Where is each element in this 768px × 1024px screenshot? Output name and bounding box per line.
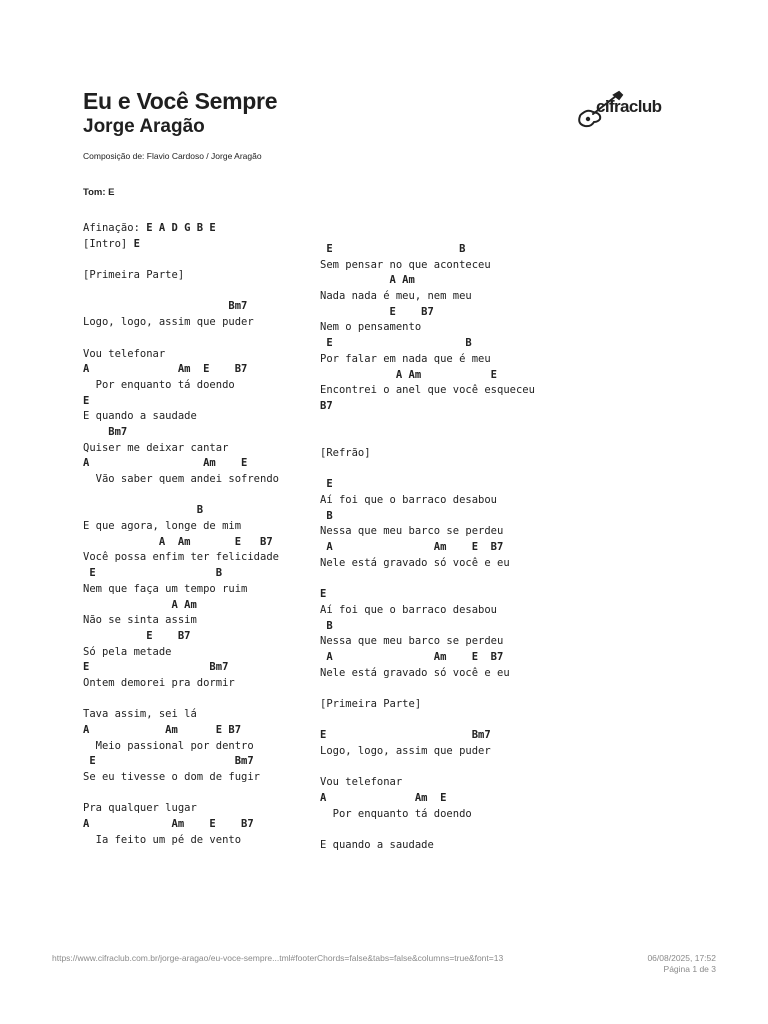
chord-text: E B	[320, 243, 466, 255]
lyric-text: Se eu tivesse o dom de fugir	[83, 771, 261, 784]
lyric-line	[320, 556, 535, 572]
lyric-line	[83, 252, 279, 268]
lyric-text: Pra qualquer lugar	[83, 802, 197, 815]
lyric-text: Meio passional por dentro	[83, 739, 254, 752]
lyric-text: [Refrão]	[320, 446, 371, 459]
chord-line	[320, 368, 535, 384]
lyric-line	[83, 409, 279, 425]
lyric-line	[83, 378, 279, 394]
lyric-line	[320, 760, 535, 776]
chord-line	[83, 723, 279, 739]
lyric-line	[83, 613, 279, 629]
lyric-text: Tava assim, sei lá	[83, 708, 197, 721]
lyric-line	[320, 446, 535, 462]
chord-line	[320, 587, 535, 603]
chord-text: B7	[320, 399, 333, 412]
lyric-text: E que agora, longe de mim	[83, 520, 242, 533]
lyric-line	[83, 519, 279, 535]
lyric-text: Ontem demorei pra dormir	[83, 676, 235, 689]
lyric-line	[320, 320, 535, 336]
lyric-line	[320, 493, 535, 509]
chord-line	[83, 660, 279, 676]
chord-text: E Bm7	[320, 729, 491, 742]
chord-text: E	[320, 478, 333, 491]
artist-name: Jorge Aragão	[83, 116, 205, 137]
chord-text: B	[320, 509, 333, 522]
chord-text: Bm7	[83, 425, 128, 438]
chord-text: Bm7	[83, 300, 248, 313]
lyric-line	[320, 383, 535, 399]
chord-text: A Am E B7	[83, 724, 242, 736]
lyric-line	[83, 786, 279, 802]
lyric-text: Por falar em nada que é meu	[320, 352, 491, 365]
chord-text: A Am E	[83, 457, 248, 470]
chord-line	[320, 540, 535, 556]
chord-text: A Am E B7	[320, 650, 504, 663]
inline-chord: E	[133, 237, 140, 250]
column-right	[320, 242, 535, 854]
lyric-line	[83, 676, 279, 692]
lyric-line	[83, 707, 279, 723]
lyric-text: Ia feito um pé de vento	[83, 833, 242, 846]
lyric-line	[83, 347, 279, 363]
lyric-line	[320, 571, 535, 587]
footer-url: https://www.cifraclub.com.br/jorge-aragao/eu-voce-sempre...tml#footerChords=false&tabs=false&columns=true&font=13	[52, 953, 504, 963]
lyric-text: [Primeira Parte]	[83, 269, 185, 282]
lyric-text: Aí foi que o barraco desabou	[320, 494, 498, 506]
lyric-line	[83, 739, 279, 755]
chord-line	[83, 299, 279, 315]
key-value: E	[108, 187, 115, 198]
lyric-line	[83, 237, 279, 253]
column-left	[83, 221, 279, 849]
chord-text: E B	[83, 567, 223, 580]
chord-text: E B7	[83, 629, 191, 642]
chord-line	[83, 598, 279, 614]
logo-text: cifraclub	[596, 97, 662, 116]
lyric-text: Nessa que meu barco se perdeu	[320, 635, 504, 648]
chord-line	[320, 399, 535, 415]
lyric-line	[320, 775, 535, 791]
lyric-text: Logo, logo, assim que puder	[320, 745, 491, 757]
lyric-line	[83, 284, 279, 300]
lyric-text: [Intro]	[83, 237, 134, 250]
chord-line	[320, 477, 535, 493]
key-info	[83, 187, 115, 198]
lyric-text: Vou telefonar	[320, 776, 403, 789]
chord-text: A Am	[320, 274, 415, 287]
chord-line	[320, 650, 535, 666]
lyric-line	[83, 315, 279, 331]
lyric-text: Logo, logo, assim que puder	[83, 316, 254, 329]
lyric-line	[83, 488, 279, 504]
lyric-text: Nele está gravado só você e eu	[320, 666, 510, 679]
chord-text: E Bm7	[83, 661, 229, 674]
lyric-line	[83, 692, 279, 708]
lyric-text: Afinação:	[83, 222, 147, 234]
lyric-text: Nessa que meu barco se perdeu	[320, 525, 504, 538]
chord-line	[83, 503, 279, 519]
lyric-text: E quando a saudade	[83, 410, 197, 423]
lyric-line	[83, 472, 279, 488]
chord-text: A Am E	[320, 368, 498, 381]
chord-line	[83, 754, 279, 770]
lyric-text: [Primeira Parte]	[320, 697, 422, 710]
chord-line	[320, 619, 535, 635]
lyric-text: Nada nada é meu, nem meu	[320, 290, 472, 303]
lyric-line	[83, 582, 279, 598]
key-label: Tom:	[83, 187, 109, 198]
chord-text: E	[83, 394, 90, 407]
chord-line	[83, 535, 279, 551]
chord-line	[320, 273, 535, 289]
lyric-line	[320, 838, 535, 854]
chord-text: A Am E	[320, 792, 447, 805]
chord-line	[83, 362, 279, 378]
lyric-text: Nele está gravado só você e eu	[320, 556, 510, 569]
lyric-line	[320, 258, 535, 274]
footer-datetime: 06/08/2025, 17:52	[647, 953, 716, 963]
lyric-line	[320, 524, 535, 540]
chord-text: E B	[320, 337, 472, 350]
chord-text: A Am	[83, 598, 197, 611]
lyric-line	[320, 634, 535, 650]
chord-line	[83, 817, 279, 833]
lyric-line	[320, 289, 535, 305]
lyric-line	[320, 666, 535, 682]
lyric-line	[83, 331, 279, 347]
lyric-line	[320, 603, 535, 619]
cifraclub-logo	[576, 90, 676, 130]
chord-text: E Bm7	[83, 755, 254, 768]
chord-line	[83, 425, 279, 441]
chord-line	[83, 629, 279, 645]
chord-text: A Am E B7	[83, 818, 254, 831]
lyric-line	[83, 441, 279, 457]
chord-text: E	[320, 588, 327, 601]
chord-line	[320, 305, 535, 321]
lyric-line	[320, 822, 535, 838]
lyric-text: Encontrei o anel que você esqueceu	[320, 384, 535, 397]
lyric-line	[320, 415, 535, 431]
chord-line	[83, 394, 279, 410]
lyric-line	[83, 221, 279, 237]
chord-text: B	[320, 619, 333, 632]
lyric-line	[83, 801, 279, 817]
chord-text: A Am E B7	[83, 535, 273, 548]
lyric-text: Nem que faça um tempo ruim	[83, 582, 248, 595]
chord-line	[320, 728, 535, 744]
lyric-line	[83, 268, 279, 284]
chord-text: B	[83, 504, 204, 517]
lyric-text: Nem o pensamento	[320, 321, 422, 334]
chord-line	[320, 336, 535, 352]
inline-chord: E A D G B E	[146, 222, 216, 234]
lyric-line	[320, 807, 535, 823]
lyric-line	[320, 697, 535, 713]
lyric-text: Quiser me deixar cantar	[83, 441, 229, 454]
lyric-line	[83, 833, 279, 849]
lyric-line	[83, 645, 279, 661]
lyric-text: Vão saber quem andei sofrendo	[83, 473, 279, 485]
song-title: Eu e Você Sempre	[83, 88, 278, 114]
lyric-text: Por enquanto tá doendo	[320, 807, 472, 820]
lyric-line	[320, 462, 535, 478]
lyric-text: E quando a saudade	[320, 839, 434, 852]
lyric-text: Você possa enfim ter felicidade	[83, 551, 279, 564]
chord-line	[320, 791, 535, 807]
lyric-text: Não se sinta assim	[83, 614, 197, 627]
chord-line	[320, 242, 535, 258]
composer-credit: Composição de: Flavio Cardoso / Jorge Aragão	[83, 151, 262, 161]
lyric-text: Aí foi que o barraco desabou	[320, 603, 498, 616]
lyric-line	[320, 681, 535, 697]
chord-text: A Am E B7	[83, 363, 248, 376]
lyric-line	[320, 744, 535, 760]
chord-line	[83, 456, 279, 472]
lyric-text: Só pela metade	[83, 645, 172, 658]
lyric-line	[83, 770, 279, 786]
lyric-text: Vou telefonar	[83, 347, 166, 360]
lyric-line	[320, 430, 535, 446]
lyric-line	[320, 713, 535, 729]
chord-text: E B7	[320, 305, 434, 318]
lyric-line	[83, 550, 279, 566]
chord-text: A Am E B7	[320, 541, 504, 554]
chord-line	[320, 509, 535, 525]
lyric-line	[320, 352, 535, 368]
footer-page-number: Página 1 de 3	[663, 964, 716, 974]
chord-line	[83, 566, 279, 582]
lyric-text: Por enquanto tá doendo	[83, 378, 235, 391]
lyric-text: Sem pensar no que aconteceu	[320, 258, 491, 271]
